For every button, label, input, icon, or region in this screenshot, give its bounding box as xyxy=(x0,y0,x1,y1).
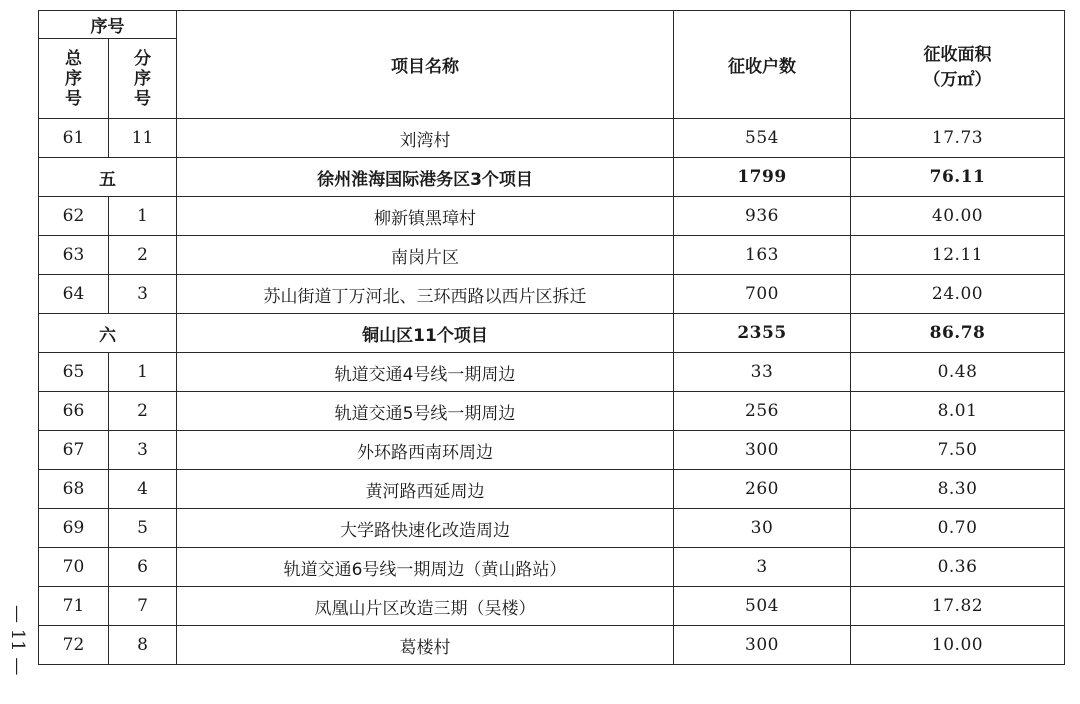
sub-seq-cell: 3 xyxy=(109,275,177,314)
section-name: 铜山区11个项目 xyxy=(177,314,674,353)
section-label: 五 xyxy=(39,158,177,197)
section-label: 六 xyxy=(39,314,177,353)
table-row xyxy=(39,275,1065,314)
total-seq-cell: 72 xyxy=(39,626,109,665)
area-cell: 7.50 xyxy=(851,431,1065,470)
households-cell: 300 xyxy=(674,626,851,665)
sub-seq-cell: 2 xyxy=(109,392,177,431)
header-row-1 xyxy=(39,11,1065,39)
total-seq-cell: 66 xyxy=(39,392,109,431)
section-row xyxy=(39,158,1065,197)
project-name-cell: 刘湾村 xyxy=(177,119,674,158)
total-seq-cell: 69 xyxy=(39,509,109,548)
total-seq-cell: 70 xyxy=(39,548,109,587)
area-cell: 24.00 xyxy=(851,275,1065,314)
total-seq-cell: 62 xyxy=(39,197,109,236)
sub-seq-cell: 1 xyxy=(109,197,177,236)
area-cell: 8.30 xyxy=(851,470,1065,509)
total-seq-cell: 61 xyxy=(39,119,109,158)
households-cell: 30 xyxy=(674,509,851,548)
sub-seq-cell: 7 xyxy=(109,587,177,626)
area-cell: 8.01 xyxy=(851,392,1065,431)
area-cell: 10.00 xyxy=(851,626,1065,665)
table-row xyxy=(39,431,1065,470)
sub-seq-cell: 2 xyxy=(109,236,177,275)
table-row xyxy=(39,509,1065,548)
total-seq-cell: 68 xyxy=(39,470,109,509)
table-row xyxy=(39,119,1065,158)
sub-seq-cell: 3 xyxy=(109,431,177,470)
area-header xyxy=(851,11,1065,119)
households-cell: 33 xyxy=(674,353,851,392)
households-cell: 2355 xyxy=(674,314,851,353)
area-header-label: 征收面积 xyxy=(923,44,992,65)
project-name-cell: 柳新镇黑璋村 xyxy=(177,197,674,236)
project-name-cell: 轨道交通4号线一期周边 xyxy=(177,353,674,392)
households-cell: 256 xyxy=(674,392,851,431)
households-cell: 163 xyxy=(674,236,851,275)
households-header: 征收户数 xyxy=(674,11,851,119)
area-cell: 17.82 xyxy=(851,587,1065,626)
table-row xyxy=(39,197,1065,236)
project-name-cell: 轨道交通6号线一期周边（黄山路站） xyxy=(177,548,674,587)
project-name-cell: 南岗片区 xyxy=(177,236,674,275)
table-row xyxy=(39,392,1065,431)
area-cell: 17.73 xyxy=(851,119,1065,158)
table-row xyxy=(39,353,1065,392)
name-header: 项目名称 xyxy=(177,11,674,119)
sub-seq-cell: 5 xyxy=(109,509,177,548)
households-cell: 300 xyxy=(674,431,851,470)
area-cell: 40.00 xyxy=(851,197,1065,236)
sub-seq-cell: 1 xyxy=(109,353,177,392)
area-cell: 0.48 xyxy=(851,353,1065,392)
table-row xyxy=(39,626,1065,665)
area-cell: 76.11 xyxy=(851,158,1065,197)
project-name-cell: 外环路西南环周边 xyxy=(177,431,674,470)
seq-header: 序号 xyxy=(39,11,177,39)
table-row xyxy=(39,548,1065,587)
project-name-cell: 大学路快速化改造周边 xyxy=(177,509,674,548)
project-name-cell: 凤凰山片区改造三期（吴楼） xyxy=(177,587,674,626)
households-cell: 700 xyxy=(674,275,851,314)
project-name-cell: 苏山街道丁万河北、三环西路以西片区拆迁 xyxy=(177,275,674,314)
table-row xyxy=(39,470,1065,509)
project-name-cell: 黄河路西延周边 xyxy=(177,470,674,509)
expropriation-table xyxy=(38,10,1065,665)
area-cell: 86.78 xyxy=(851,314,1065,353)
households-cell: 504 xyxy=(674,587,851,626)
project-name-cell: 葛楼村 xyxy=(177,626,674,665)
households-cell: 3 xyxy=(674,548,851,587)
households-cell: 1799 xyxy=(674,158,851,197)
total-seq-cell: 67 xyxy=(39,431,109,470)
sub-seq-cell: 4 xyxy=(109,470,177,509)
sub-seq-cell: 8 xyxy=(109,626,177,665)
total-seq-cell: 63 xyxy=(39,236,109,275)
area-cell: 0.70 xyxy=(851,509,1065,548)
total-seq-header: 总 序 号 xyxy=(39,39,109,119)
table-row xyxy=(39,236,1065,275)
project-name-cell: 轨道交通5号线一期周边 xyxy=(177,392,674,431)
total-seq-cell: 71 xyxy=(39,587,109,626)
area-cell: 12.11 xyxy=(851,236,1065,275)
page-number: — 11 — xyxy=(7,604,28,676)
sub-seq-cell: 11 xyxy=(109,119,177,158)
table-row xyxy=(39,587,1065,626)
households-cell: 554 xyxy=(674,119,851,158)
section-row xyxy=(39,314,1065,353)
total-seq-cell: 65 xyxy=(39,353,109,392)
section-name: 徐州淮海国际港务区3个项目 xyxy=(177,158,674,197)
households-cell: 936 xyxy=(674,197,851,236)
area-cell: 0.36 xyxy=(851,548,1065,587)
households-cell: 260 xyxy=(674,470,851,509)
sub-seq-cell: 6 xyxy=(109,548,177,587)
sub-seq-header: 分 序 号 xyxy=(109,39,177,119)
total-seq-cell: 64 xyxy=(39,275,109,314)
area-header-unit: （万㎡） xyxy=(923,69,992,90)
